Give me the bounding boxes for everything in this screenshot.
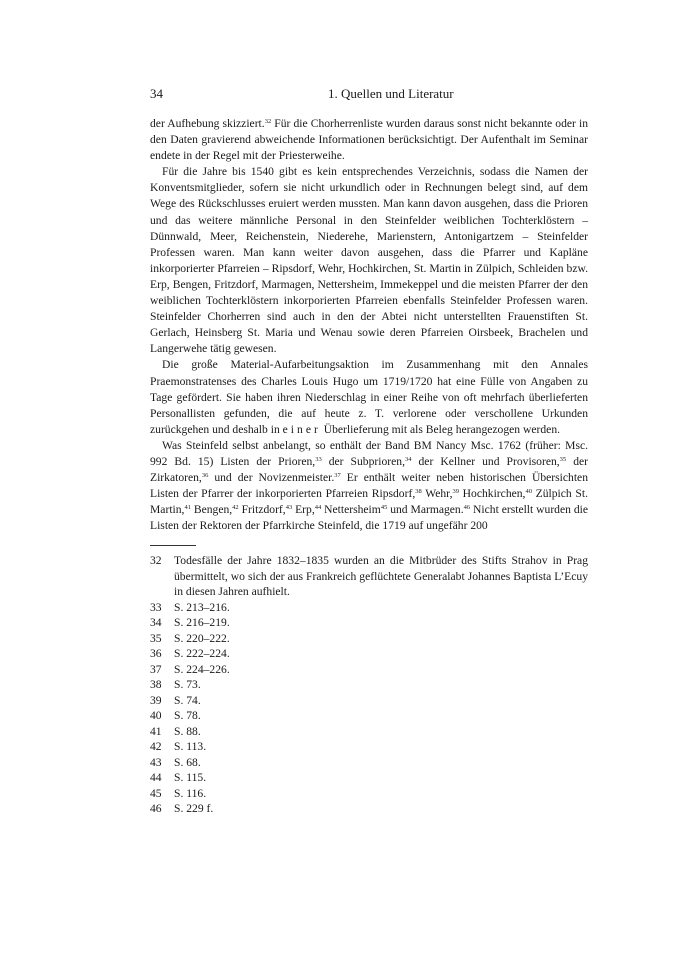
page-header (150, 86, 588, 104)
footnote-ref: 32 (264, 118, 272, 125)
footnote (150, 801, 588, 817)
footnote-number: 40 (150, 709, 162, 723)
footnote-text: S. 213–216. (174, 600, 230, 614)
footnote-text: S. 229 f. (174, 802, 214, 816)
footnote-ref: 45 (380, 504, 388, 512)
footnote-number: 32 (150, 554, 162, 568)
footnote (150, 631, 588, 647)
footnote (150, 786, 588, 802)
footnote (150, 739, 588, 755)
running-title: 1. Quellen und Literatur (328, 86, 454, 101)
footnote-number: 43 (150, 755, 162, 769)
page-number: 34 (150, 86, 163, 101)
footnote (150, 615, 588, 631)
book-page (150, 86, 588, 817)
footnote-ref: 34 (404, 455, 412, 463)
footnote (150, 755, 588, 771)
paragraph-4: Was Steinfeld selbst anbelangt, so enthält der Band BM Nancy Msc. 1762 (früher: Msc. 992 Bd. 15) Listen der Prioren,$^{33}$ der Subprioren,$^{34}$ der Kellner und Provisoren,$^{35}$ der Zirkatoren,$^{36}$ und der Novizenmeister.$^{37}$ Er enthält weiter neben historischen Übersichten Listen der Pfarrer der inkorporierten Pfarreien Ripsdorf,$^{38}$ Wehr,$^{39}$ Hochkirchen,$^{40}$ Zülpich St. Martin,$^{41}$ Bengen,$^{42}$ Fritzdorf,$^{43}$ Erp,$^{44}$ Nettersheim$^{45}$ und Marmagen.$^{46}$ Nicht erstellt wurden die Listen der Rektoren der Pfarrkirche Steinfeld, die 1719 auf ungefähr 200 (150, 438, 588, 533)
footnote-number: 33 (150, 600, 162, 614)
footnote-text: S. 216–219. (174, 616, 230, 630)
footnote-ref: 38 (415, 488, 422, 496)
footnote-number: 42 (150, 740, 162, 754)
footnote-number: 35 (150, 631, 162, 645)
footnote-number: 34 (150, 616, 162, 630)
footnote-ref: 44 (314, 504, 322, 512)
footnote-ref: 39 (452, 488, 459, 496)
footnote-ref: 40 (525, 488, 532, 496)
footnote-ref: 33 (315, 455, 322, 463)
footnote-ref: 36 (201, 472, 209, 480)
footnote-number: 37 (150, 662, 162, 676)
footnote-text: S. 220–222. (174, 631, 230, 645)
footnote-ref: 46 (463, 504, 471, 512)
footnote-number: 45 (150, 786, 162, 800)
footnote-number: 41 (150, 724, 162, 738)
footnote-ref: 42 (232, 504, 239, 512)
footnote (150, 646, 588, 662)
footnote-text: S. 74. (174, 693, 201, 707)
spaced-emphasis: einer (282, 422, 321, 436)
footnote-text: S. 116. (174, 786, 207, 800)
main-text (150, 116, 588, 534)
footnote-text: S. 68. (174, 755, 201, 769)
footnote-divider (150, 545, 196, 546)
footnote-number: 38 (150, 678, 162, 692)
footnote (150, 770, 588, 786)
footnote (150, 662, 588, 678)
footnote-text: S. 222–224. (174, 647, 230, 661)
footnote-text: S. 113. (174, 740, 207, 754)
footnote-number: 46 (150, 802, 162, 816)
footnote-number: 44 (150, 771, 162, 785)
footnote (150, 677, 588, 693)
footnote-text: S. 224–226. (174, 662, 230, 676)
footnote (150, 724, 588, 740)
footnote-text: S. 88. (174, 724, 201, 738)
footnote (150, 600, 588, 616)
footnote (150, 693, 588, 709)
paragraph-2: Für die Jahre bis 1540 gibt es kein entsprechendes Verzeichnis, sodass die Namen der Konventsmitglieder, sofern sie nicht urkundlich oder in Rechnungen belegt sind, auf dem Wege des Rückschlusses eruiert werden mussten. Man kann davon ausgehen, dass die Prioren und das weitere männliche Personal in den Steinfelder weiblichen Tochterklöstern – Dünnwald, Meer, Reichenstein, Niederehe, Marienstern, Antonigartzem – Steinfelder Professen waren. Man kann weiter davon ausgehen, dass die Pfarrer und Kapläne inkorporierter Pfarreien – Ripsdorf, Wehr, Hochkirchen, St. Martin in Zülpich, Schleiden bzw. Erp, Bengen, Fritzdorf, Marmagen, Nettersheim, Immekeppel und die meisten Pfarrer der den weiblichen Tochterklöstern inkorporierten Pfarreien ebenfalls Steinfelder Professen waren. Steinfelder Chorherren sind auch in den der Abtei nicht unterstellten Frauenstiften St. Gerlach, Heinsberg St. Maria und Wenau sowie deren Pfarreien Oirsbeek, Brachelen und Langerwehe tätig gewesen. (150, 165, 588, 356)
footnote-ref: 37 (334, 472, 341, 480)
footnotes (150, 553, 588, 817)
footnote (150, 553, 588, 600)
footnote-number: 36 (150, 647, 162, 661)
footnote-text: S. 78. (174, 709, 201, 723)
paragraph-1: der Aufhebung skizziert.$^{32}$ Für die Chorherrenliste wurden daraus sonst nicht bekannte oder in den Daten gravierend abweichende Informationen berücksichtigt. Der Aufenthalt im Seminar endete in der Regel mit der Priesterweihe. (150, 117, 588, 163)
footnote-ref: 41 (184, 504, 191, 512)
footnote-text: Todesfälle der Jahre 1832–1835 wurden an die Mitbrüder des Stifts Strahov in Prag übermittelt, wo sich der aus Frankreich geflüchtete Generalabt Johannes Baptista L’Ecuy in diesen Jahren aufhielt. (174, 554, 588, 599)
footnote-text: S. 115. (174, 771, 207, 785)
footnote (150, 708, 588, 724)
footnote-ref: 43 (285, 504, 293, 512)
paragraph-3: Die große Material-Aufarbeitungsaktion im Zusammenhang mit den Annales Praemonstratenses des Charles Louis Hugo um 1719/1720 hat eine Fülle von Angaben zu Tage gefördert. Sie haben ihren Niederschlag in einer Reihe von oft mehrfach überlieferten Personallisten gefunden, die auf heute z. T. verlorene oder verschollene Urkunden zurückgehen und deshalb in einer Überlieferung mit als Beleg herangezogen werden. (150, 358, 588, 436)
footnote-text: S. 73. (174, 678, 201, 692)
footnote-number: 39 (150, 693, 162, 707)
footnote-ref: 35 (559, 455, 567, 463)
